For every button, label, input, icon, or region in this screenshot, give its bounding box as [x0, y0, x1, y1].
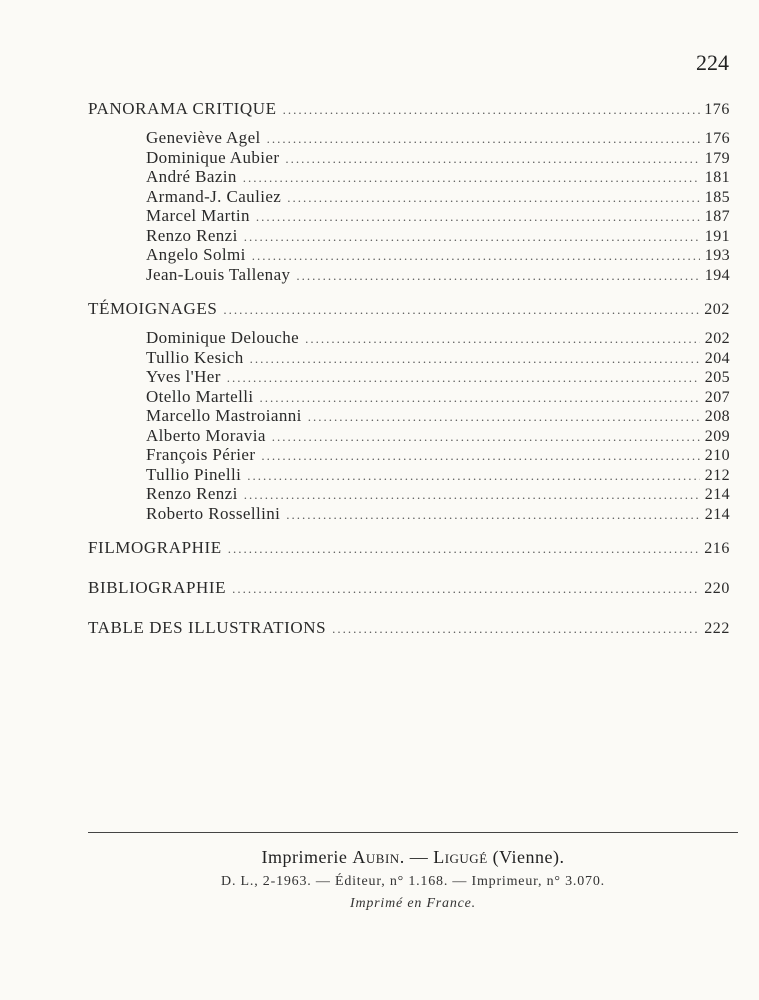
colophon [88, 832, 738, 912]
toc-item [146, 367, 730, 387]
dot-leader [260, 388, 700, 408]
item-name: Angelo Solmi [146, 245, 246, 264]
printer-separator: . — [399, 847, 434, 867]
dot-leader [227, 368, 700, 388]
section-page: 202 [704, 301, 730, 318]
printer-region: (Vienne). [487, 847, 565, 867]
item-page: 210 [704, 447, 730, 464]
printer-prefix: Imprimerie [261, 847, 348, 867]
item-page: 214 [704, 486, 730, 503]
toc-item [146, 245, 730, 265]
toc-item [146, 265, 730, 285]
item-name: Yves l'Her [146, 367, 221, 386]
item-name: Roberto Rossellini [146, 503, 281, 523]
item-page: 202 [704, 330, 730, 347]
table-of-contents [88, 98, 730, 639]
toc-item [146, 426, 730, 446]
item-page: 209 [704, 427, 730, 445]
item-page: 181 [704, 169, 730, 186]
toc-section-temoignages [88, 298, 730, 320]
toc-item [146, 504, 730, 524]
section-page: 222 [704, 620, 730, 637]
footer-rule [88, 832, 738, 833]
item-page: 214 [704, 505, 730, 523]
item-page: 185 [704, 188, 730, 206]
item-name: Dominique Aubier [146, 147, 280, 167]
section-page: 220 [704, 580, 730, 597]
dot-leader [244, 227, 700, 247]
dot-leader [243, 168, 700, 188]
item-name: Dominique Delouche [146, 328, 300, 347]
item-name: Renzo Renzi [146, 225, 238, 245]
toc-item [146, 445, 730, 465]
dot-leader [261, 446, 700, 466]
dot-leader [247, 466, 700, 486]
dot-leader [272, 427, 700, 447]
dot-leader [232, 578, 700, 600]
printed-in-line: Imprimé en France. [350, 896, 476, 911]
item-name: Armand-J. Cauliez [146, 186, 282, 206]
dot-leader [308, 407, 700, 427]
item-page: 191 [704, 227, 730, 245]
dot-leader [286, 505, 700, 525]
dot-leader [223, 299, 700, 321]
item-page: 204 [704, 349, 730, 367]
dot-leader [305, 329, 700, 349]
dot-leader [332, 618, 700, 640]
section-title: FILMOGRAPHIE [88, 538, 222, 557]
toc-item [146, 328, 730, 348]
dot-leader [267, 129, 700, 149]
item-name: Renzo Renzi [146, 484, 238, 503]
item-name: Jean-Louis Tallenay [146, 264, 291, 284]
toc-item [146, 128, 730, 148]
toc-item [146, 387, 730, 407]
dot-leader [244, 485, 700, 505]
item-name: André Bazin [146, 167, 237, 186]
toc-section-panorama-critique [88, 98, 730, 120]
toc-section-filmographie [88, 537, 730, 559]
toc-item [146, 406, 730, 426]
item-name: Alberto Moravia [146, 425, 266, 445]
item-page: 207 [704, 388, 730, 406]
section-title: BIBLIOGRAPHIE [88, 578, 227, 597]
item-name: Otello Martelli [146, 386, 254, 406]
item-name: Marcello Mastroianni [146, 406, 302, 425]
item-page: 212 [704, 466, 730, 484]
item-page: 208 [704, 408, 730, 425]
toc-section-bibliographie [88, 577, 730, 599]
toc-item [146, 226, 730, 246]
section-title: TABLE DES ILLUSTRATIONS [88, 618, 327, 637]
toc-item [146, 484, 730, 504]
dot-leader [296, 266, 700, 286]
item-name: François Périer [146, 445, 256, 464]
printer-name: Aubin [352, 847, 400, 867]
toc-item [146, 206, 730, 226]
item-name: Tullio Pinelli [146, 464, 242, 484]
section-title: PANORAMA CRITIQUE [88, 99, 277, 118]
item-name: Geneviève Agel [146, 128, 261, 147]
section-title: TÉMOIGNAGES [88, 299, 218, 318]
page-number: 224 [696, 50, 729, 75]
dot-leader [250, 349, 700, 369]
dot-leader [285, 149, 700, 169]
dot-leader [283, 99, 700, 121]
printer-place: Ligugé [433, 847, 488, 867]
dot-leader [228, 538, 700, 560]
toc-item [146, 167, 730, 187]
item-name: Marcel Martin [146, 206, 250, 225]
item-page: 194 [704, 266, 730, 284]
section-page: 216 [704, 540, 730, 557]
dot-leader [287, 188, 700, 208]
item-page: 176 [704, 130, 730, 147]
toc-item [146, 148, 730, 168]
printer-line [88, 847, 738, 868]
toc-item [146, 348, 730, 368]
item-name: Tullio Kesich [146, 347, 244, 367]
item-page: 193 [704, 247, 730, 264]
dot-leader [252, 246, 700, 266]
legal-deposit-line: D. L., 2-1963. — Éditeur, n° 1.168. — Imprimeur, n° 3.070. [221, 874, 605, 889]
toc-item [146, 187, 730, 207]
toc-item [146, 465, 730, 485]
toc-section-table-des-illustrations [88, 617, 730, 639]
item-page: 187 [704, 208, 730, 225]
section-page: 176 [704, 101, 730, 118]
dot-leader [256, 207, 700, 227]
item-page: 205 [704, 369, 730, 386]
item-page: 179 [704, 149, 730, 167]
